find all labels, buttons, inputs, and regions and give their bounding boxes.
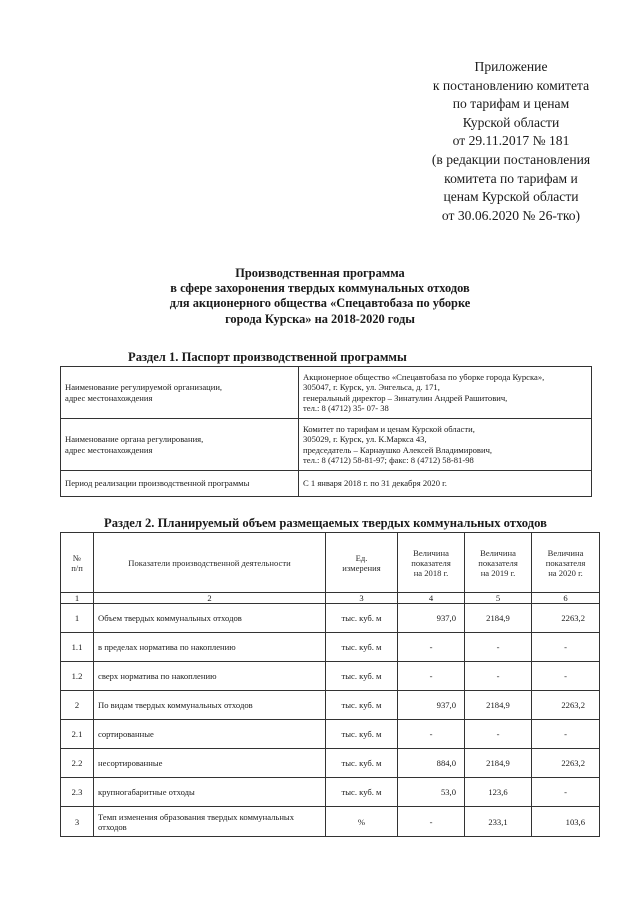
header-indicator: Показатели производственной деятельности xyxy=(94,533,326,593)
row-indicator: крупногабаритные отходы xyxy=(94,778,326,807)
row-num: 1.2 xyxy=(61,662,94,691)
passport-row xyxy=(61,471,592,497)
row-unit: тыс. куб. м xyxy=(326,662,398,691)
column-number: 1 xyxy=(61,593,94,604)
row-value-2020: - xyxy=(532,778,600,807)
appendix-line: к постановлению комитета xyxy=(432,77,590,93)
passport-row xyxy=(61,419,592,471)
appendix-line: от 30.06.2020 № 26-тко) xyxy=(441,207,581,223)
title-line: Производственная программа xyxy=(235,266,405,280)
row-indicator: несортированные xyxy=(94,749,326,778)
table-row xyxy=(61,807,600,837)
appendix-header xyxy=(392,58,630,225)
row-value-2018: 53,0 xyxy=(398,778,465,807)
row-indicator: Объем твердых коммунальных отходов xyxy=(94,604,326,633)
header-2019: Величина показателя на 2019 г. xyxy=(465,533,532,593)
passport-label: Наименование органа регулирования, адрес местонахождения xyxy=(61,419,299,471)
row-unit: тыс. куб. м xyxy=(326,749,398,778)
row-value-2018: 937,0 xyxy=(398,604,465,633)
row-num: 3 xyxy=(61,807,94,837)
row-unit: тыс. куб. м xyxy=(326,633,398,662)
document-title xyxy=(60,266,580,327)
row-indicator: По видам твердых коммунальных отходов xyxy=(94,691,326,720)
row-value-2018: 884,0 xyxy=(398,749,465,778)
row-value-2018: - xyxy=(398,807,465,837)
passport-label: Период реализации производственной программы xyxy=(61,471,299,497)
appendix-line: от 29.11.2017 № 181 xyxy=(452,133,570,149)
row-value-2019: 123,6 xyxy=(465,778,532,807)
table-header-row xyxy=(61,533,600,593)
row-value-2018: - xyxy=(398,633,465,662)
passport-value: Комитет по тарифам и ценам Курской области, 305029, г. Курск, ул. К.Маркса 43, председатель – Карнаушко Алексей Владимирович, тел.: 8 (4712) 58-81-97; факс: 8 (4712) 58-81-98 xyxy=(299,419,592,471)
column-number: 6 xyxy=(532,593,600,604)
row-value-2020: - xyxy=(532,720,600,749)
header-2018: Величина показателя на 2018 г. xyxy=(398,533,465,593)
header-unit: Ед. измерения xyxy=(326,533,398,593)
appendix-line: ценам Курской области xyxy=(443,189,579,205)
row-num: 1.1 xyxy=(61,633,94,662)
row-value-2018: 937,0 xyxy=(398,691,465,720)
row-value-2019: 2184,9 xyxy=(465,749,532,778)
appendix-line: комитета по тарифам и xyxy=(444,170,578,186)
row-value-2020: 2263,2 xyxy=(532,604,600,633)
row-num: 2.3 xyxy=(61,778,94,807)
row-num: 2.1 xyxy=(61,720,94,749)
row-value-2020: 2263,2 xyxy=(532,749,600,778)
row-unit: тыс. куб. м xyxy=(326,691,398,720)
title-line: города Курска» на 2018-2020 годы xyxy=(225,311,415,326)
row-value-2020: - xyxy=(532,662,600,691)
title-line: для акционерного общества «Спецавтобаза по уборке xyxy=(169,296,471,311)
row-num: 2.2 xyxy=(61,749,94,778)
row-value-2019: - xyxy=(465,633,532,662)
passport-label: Наименование регулируемой организации, адрес местонахождения xyxy=(61,367,299,419)
row-indicator: сортированные xyxy=(94,720,326,749)
table-row xyxy=(61,720,600,749)
section2-heading: Раздел 2. Планируемый объем размещаемых твердых коммунальных отходов xyxy=(104,516,547,530)
row-value-2018: - xyxy=(398,720,465,749)
passport-table xyxy=(60,366,592,497)
appendix-line: по тарифам и ценам xyxy=(452,96,570,112)
table-row xyxy=(61,662,600,691)
table-row xyxy=(61,778,600,807)
table-row xyxy=(61,749,600,778)
table-row xyxy=(61,604,600,633)
passport-value: Акционерное общество «Спецавтобаза по уборке города Курска», 305047, г. Курск, ул. Энгельса, д. 171, генеральный директор – Зинатулин Андрей Рашитович, тел.: 8 (4712) 35- 07- 38 xyxy=(299,367,592,419)
column-number: 3 xyxy=(326,593,398,604)
row-value-2020: - xyxy=(532,633,600,662)
row-value-2020: 2263,2 xyxy=(532,691,600,720)
appendix-line: Приложение xyxy=(474,59,548,74)
header-2020: Величина показателя на 2020 г. xyxy=(532,533,600,593)
header-num: № п/п xyxy=(61,533,94,593)
appendix-line: Курской области xyxy=(462,114,560,130)
column-number-row xyxy=(61,593,600,604)
row-indicator: сверх норматива по накоплению xyxy=(94,662,326,691)
row-unit: тыс. куб. м xyxy=(326,720,398,749)
title-line: в сфере захоронения твердых коммунальных отходов xyxy=(170,281,470,296)
passport-value: С 1 января 2018 г. по 31 декабря 2020 г. xyxy=(299,471,592,497)
row-value-2019: 2184,9 xyxy=(465,604,532,633)
row-value-2019: 233,1 xyxy=(465,807,532,837)
passport-row xyxy=(61,367,592,419)
table-row xyxy=(61,633,600,662)
row-value-2020: 103,6 xyxy=(532,807,600,837)
row-unit: тыс. куб. м xyxy=(326,604,398,633)
row-value-2019: 2184,9 xyxy=(465,691,532,720)
row-unit: тыс. куб. м xyxy=(326,778,398,807)
column-number: 4 xyxy=(398,593,465,604)
column-number: 2 xyxy=(94,593,326,604)
row-indicator: в пределах норматива по накоплению xyxy=(94,633,326,662)
row-unit: % xyxy=(326,807,398,837)
row-indicator: Темп изменения образования твердых коммунальных отходов xyxy=(94,807,326,837)
row-value-2018: - xyxy=(398,662,465,691)
row-num: 2 xyxy=(61,691,94,720)
volumes-table xyxy=(60,532,600,837)
table-row xyxy=(61,691,600,720)
row-num: 1 xyxy=(61,604,94,633)
section1-heading: Раздел 1. Паспорт производственной программы xyxy=(128,350,407,364)
row-value-2019: - xyxy=(465,662,532,691)
column-number: 5 xyxy=(465,593,532,604)
appendix-line: (в редакции постановления xyxy=(431,151,591,167)
row-value-2019: - xyxy=(465,720,532,749)
